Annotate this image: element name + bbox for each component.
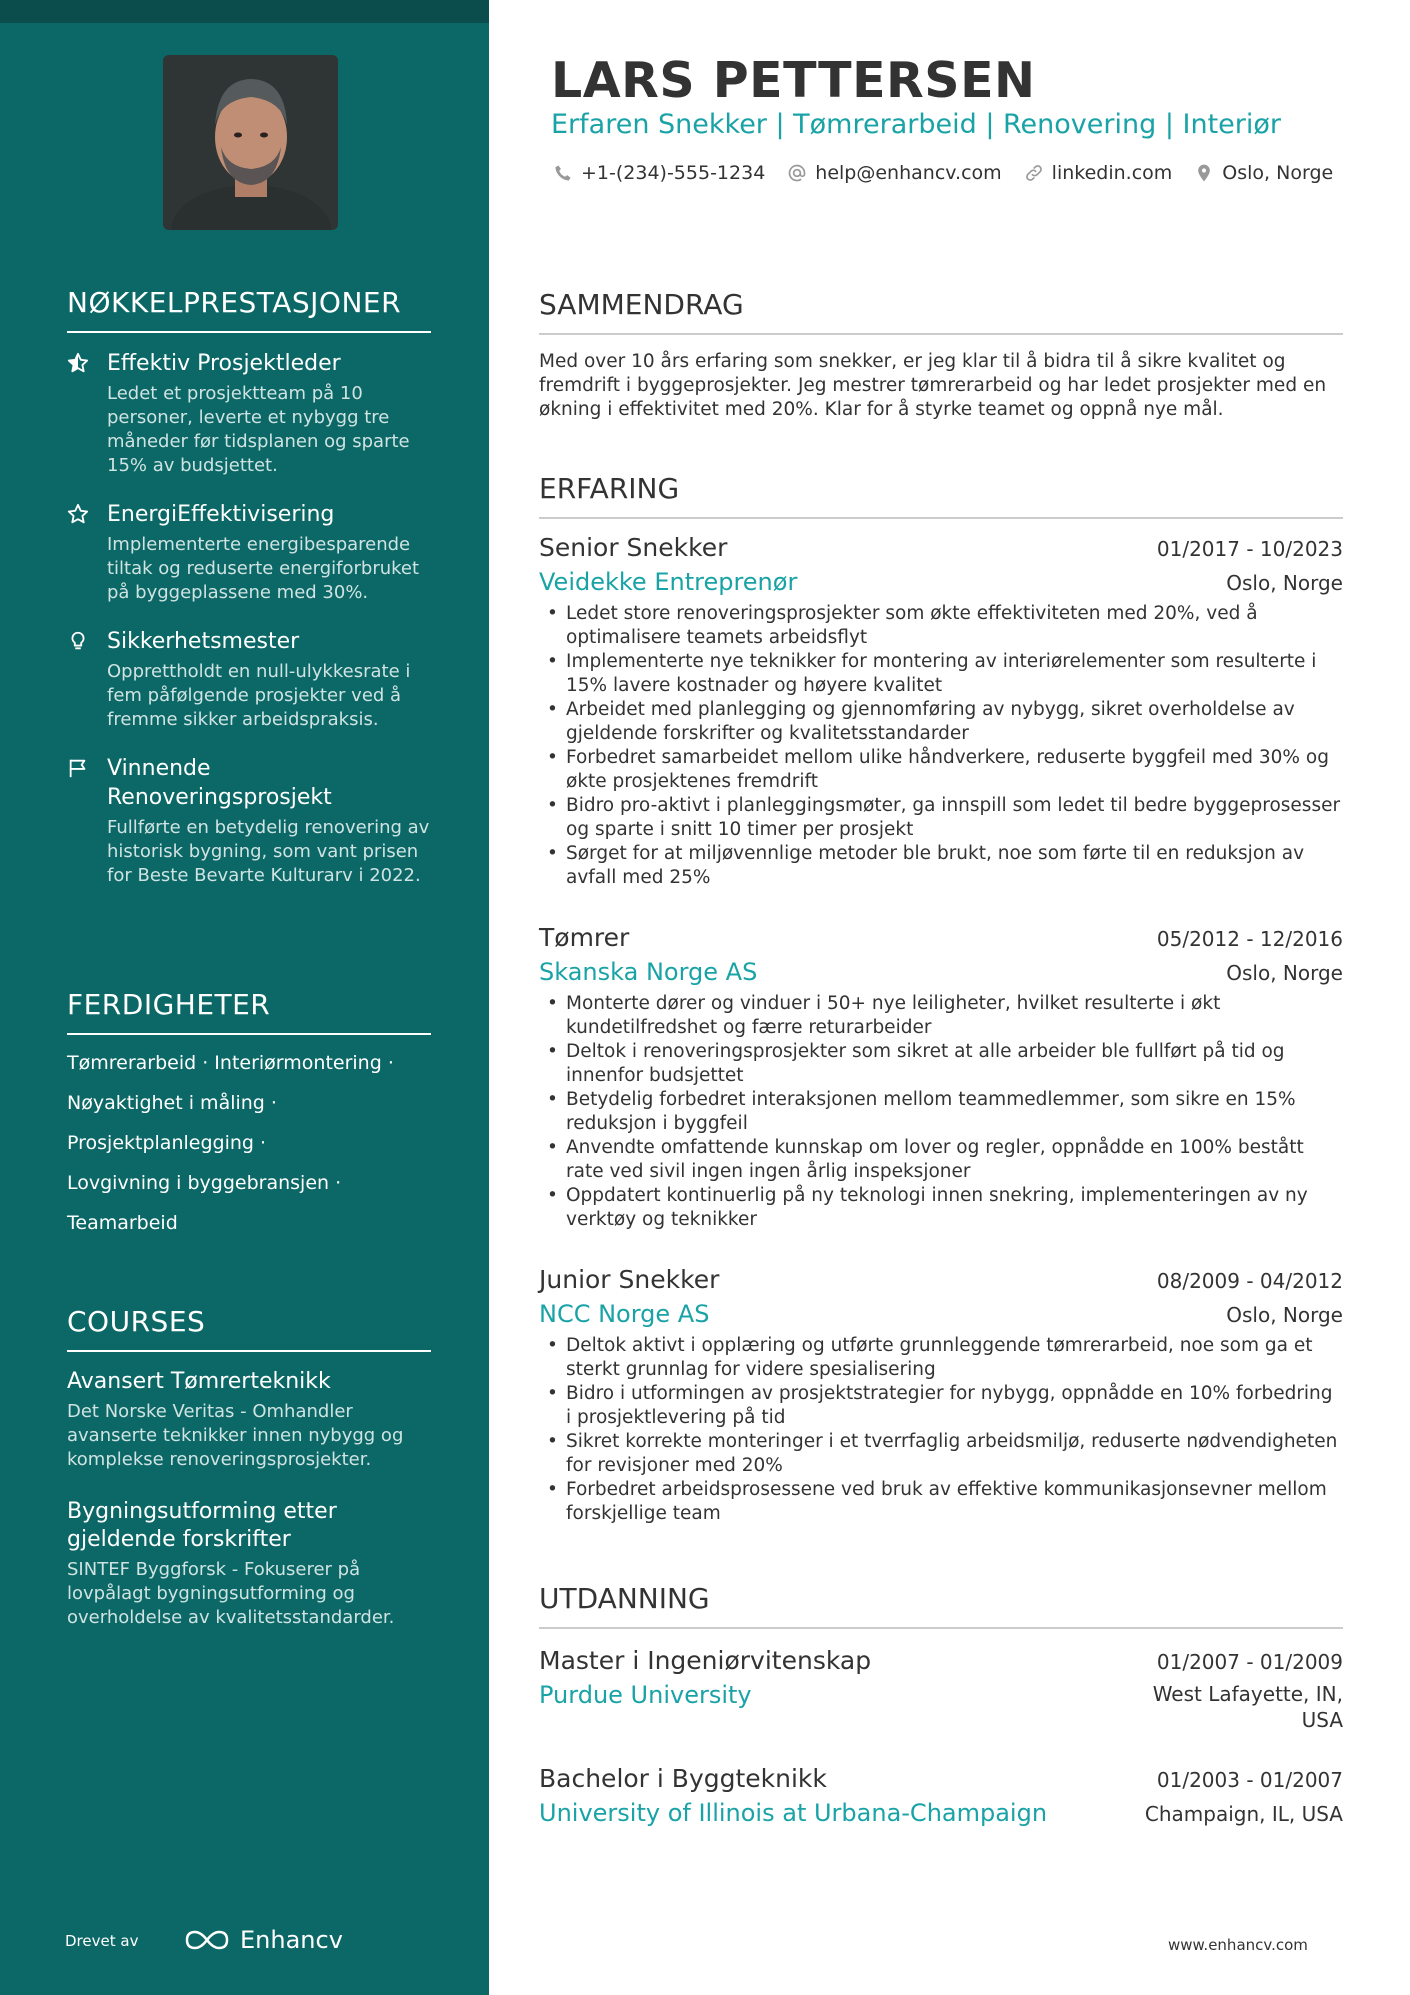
summary-text: Med over 10 års erfaring som snekker, er jeg klar til å bidra til å sikre kvalitet og fremdrift i byggeprosjekter. Jeg mestrer tømrerarbeid og har ledet prosjekter med en økning i effektivitet med 20%. Klar for å styrke teamet og oppnå nye mål. xyxy=(539,351,1327,420)
bullet-item: • Deltok i renoveringsprosjekter som sikret at alle arbeider ble fullført på tid og innenfor budsjettet xyxy=(539,1040,1343,1088)
phone-icon xyxy=(553,163,573,183)
job-title: Senior Snekker xyxy=(539,533,728,562)
location-pin-icon xyxy=(1194,163,1214,183)
achievement-desc: Ledet et prosjektteam på 10 personer, leverte et nybygg tre måneder før tidsplanen og sparte 15% av budsjettet. xyxy=(107,383,410,476)
job-dates: 05/2012 - 12/2016 xyxy=(1156,927,1343,951)
bullet-item: • Implementerte nye teknikker for montering av interiørelementer som resulterte i 15% lavere kostnader og høyere kvalitet xyxy=(539,650,1343,698)
bullet-item: • Anvendte omfattende kunnskap om lover og regler, oppnådde en 100% bestått rate ved sivil ingen ingen årlig inspeksjoner xyxy=(539,1136,1343,1184)
school-name: Purdue University xyxy=(539,1681,752,1709)
enhancv-logo[interactable] xyxy=(184,1926,343,1954)
job-dates: 01/2017 - 10/2023 xyxy=(1156,537,1343,561)
skill-line: Lovgivning i byggebransjen · xyxy=(67,1172,342,1194)
courses-section xyxy=(67,1305,431,1656)
job-entry xyxy=(539,1265,1343,1526)
enhancv-logo-icon xyxy=(184,1929,230,1951)
achievement-title: Sikkerhetsmester xyxy=(107,629,300,654)
bullet-item: • Arbeidet med planlegging og gjennomføring av nybygg, sikret overholdelse av gjeldende forskrifter og kvalitetsstandarder xyxy=(539,698,1343,746)
achievements-title: NØKKELPRESTASJONER xyxy=(67,286,431,333)
bullet-item: • Ledet store renoveringsprosjekter som økte effektiviteten med 20%, ved å optimalisere teamets arbeidsflyt xyxy=(539,602,1343,650)
achievement-item xyxy=(67,349,431,478)
bullet-item: • Bidro pro-aktivt i planleggingsmøter, ga innspill som ledet til bedre byggeprosesser og sparte i snitt 10 timer per prosjekt xyxy=(539,794,1343,842)
achievement-item xyxy=(67,627,431,732)
experience-title: ERFARING xyxy=(539,472,1343,519)
achievement-title: Vinnende Renoveringsprosjekt xyxy=(107,756,332,810)
education-location: Champaign, IL, USA xyxy=(1144,1802,1343,1826)
star-icon xyxy=(67,500,107,605)
bullet-item: • Sikret korrekte monteringer i et tverrfaglig arbeidsmiljø, reduserte nødvendigheten for revisjoner med 20% xyxy=(539,1430,1343,1478)
bullet-item: • Monterte dører og vinduer i 50+ nye leiligheter, hvilket resulterte i økt kundetilfredshet og færre returarbeider xyxy=(539,992,1343,1040)
bullet-item: • Oppdatert kontinuerlig på ny teknologi innen snekring, implementeringen av ny verktøy og teknikker xyxy=(539,1184,1343,1232)
contact-phone[interactable] xyxy=(553,162,765,184)
company-name: NCC Norge AS xyxy=(539,1300,710,1328)
bullet-item: • Forbedret arbeidsprosessene ved bruk av effektive kommunikasjonsevner mellom forskjellige team xyxy=(539,1478,1343,1526)
job-entry xyxy=(539,923,1343,1232)
job-bullets xyxy=(539,992,1343,1232)
job-location: Oslo, Norge xyxy=(1226,1303,1343,1327)
flag-icon xyxy=(67,754,107,888)
company-name: Skanska Norge AS xyxy=(539,958,758,986)
education-location: West Lafayette, IN, USA xyxy=(1152,1682,1343,1732)
contact-email[interactable] xyxy=(787,162,1001,184)
bullet-item: • Deltok aktivt i opplæring og utførte grunnleggende tømrerarbeid, noe som ga et sterkt grunnlag for videre spesialisering xyxy=(539,1334,1343,1382)
skill-line: Nøyaktighet i måling · xyxy=(67,1092,277,1114)
summary-title: SAMMENDRAG xyxy=(539,288,1343,335)
profile-photo xyxy=(163,55,338,230)
bullet-item: • Forbedret samarbeidet mellom ulike håndverkere, reduserte byggfeil med 30% og økte prosjektenes fremdrift xyxy=(539,746,1343,794)
course-title: Avansert Tømrerteknikk xyxy=(67,1369,331,1394)
course-item xyxy=(67,1498,431,1630)
enhancv-logo-text: Enhancv xyxy=(240,1926,343,1954)
achievement-title: EnergiEffektivisering xyxy=(107,502,335,527)
degree-title: Bachelor i Byggteknikk xyxy=(539,1764,827,1793)
course-title: Bygningsutforming etter gjeldende forskrifter xyxy=(67,1499,337,1552)
location-text: Oslo, Norge xyxy=(1222,162,1334,184)
job-title: Tømrer xyxy=(539,923,630,952)
job-bullets xyxy=(539,602,1343,890)
skill-line: Teamarbeid xyxy=(67,1212,178,1234)
achievements-section xyxy=(67,286,431,910)
powered-by-label: Drevet av xyxy=(65,1932,139,1950)
job-entry xyxy=(539,533,1343,890)
courses-title: COURSES xyxy=(67,1305,431,1352)
company-name: Veidekke Entreprenør xyxy=(539,568,798,596)
candidate-name: LARS PETTERSEN xyxy=(551,52,1036,109)
achievement-item xyxy=(67,500,431,605)
achievement-title: Effektiv Prosjektleder xyxy=(107,351,341,376)
bullet-item: • Betydelig forbedret interaksjonen mellom teammedlemmer, som sikre en 15% reduksjon i byggfeil xyxy=(539,1088,1343,1136)
bullet-item: • Bidro i utformingen av prosjektstrategier for nybygg, oppnådde en 10% forbedring i prosjektlevering på tid xyxy=(539,1382,1343,1430)
degree-title: Master i Ingeniørvitenskap xyxy=(539,1646,872,1675)
education-entry xyxy=(539,1646,1343,1733)
achievement-desc: Opprettholdt en null-ulykkesrate i fem påfølgende prosjekter ved å fremme sikker arbeidspraksis. xyxy=(107,661,411,730)
lightbulb-icon xyxy=(67,627,107,732)
linkedin-text: linkedin.com xyxy=(1051,162,1173,184)
school-name: University of Illinois at Urbana-Champaign xyxy=(539,1799,1048,1827)
education-dates: 01/2007 - 01/2009 xyxy=(1156,1650,1343,1674)
job-title: Junior Snekker xyxy=(539,1265,720,1294)
link-icon xyxy=(1024,163,1044,183)
skill-line: Prosjektplanlegging · xyxy=(67,1132,267,1154)
sidebar-top-bar xyxy=(0,0,489,23)
skills-title: FERDIGHETER xyxy=(67,988,431,1035)
course-desc: SINTEF Byggforsk - Fokuserer på lovpålagt bygningsutforming og overholdelse av kvalitetsstandarder. xyxy=(67,1559,395,1628)
phone-text: +1-(234)-555-1234 xyxy=(581,162,766,184)
skills-section xyxy=(67,988,431,1251)
contact-location xyxy=(1194,162,1333,184)
job-dates: 08/2009 - 04/2012 xyxy=(1156,1269,1343,1293)
course-item xyxy=(67,1368,431,1472)
email-text: help@enhancv.com xyxy=(815,162,1002,184)
headline: Erfaren Snekker | Tømrerarbeid | Renovering | Interiør xyxy=(551,109,1281,140)
achievement-desc: Implementerte energibesparende tiltak og reduserte energiforbruket på byggeplassene med 30%. xyxy=(107,534,420,603)
education-entry xyxy=(539,1764,1343,1827)
achievement-item xyxy=(67,754,431,888)
job-bullets xyxy=(539,1334,1343,1526)
contact-bar xyxy=(553,162,1333,184)
achievement-desc: Fullførte en betydelig renovering av historisk bygning, som vant prisen for Beste Bevarte Kulturarv i 2022. xyxy=(107,817,430,886)
at-icon xyxy=(787,163,807,183)
job-location: Oslo, Norge xyxy=(1226,571,1343,595)
sidebar xyxy=(0,0,489,1995)
footer-url[interactable]: www.enhancv.com xyxy=(1168,1936,1308,1954)
course-desc: Det Norske Veritas - Omhandler avanserte teknikker innen nybygg og komplekse renoveringsprosjekter. xyxy=(67,1401,404,1470)
skill-line: Tømrerarbeid · Interiørmontering · xyxy=(67,1052,394,1074)
bullet-item: • Sørget for at miljøvennlige metoder ble brukt, noe som førte til en reduksjon av avfall med 25% xyxy=(539,842,1343,890)
contact-linkedin[interactable] xyxy=(1024,162,1173,184)
education-dates: 01/2003 - 01/2007 xyxy=(1156,1768,1343,1792)
education-title: UTDANNING xyxy=(539,1582,1343,1629)
star-half-icon xyxy=(67,349,107,478)
job-location: Oslo, Norge xyxy=(1226,961,1343,985)
